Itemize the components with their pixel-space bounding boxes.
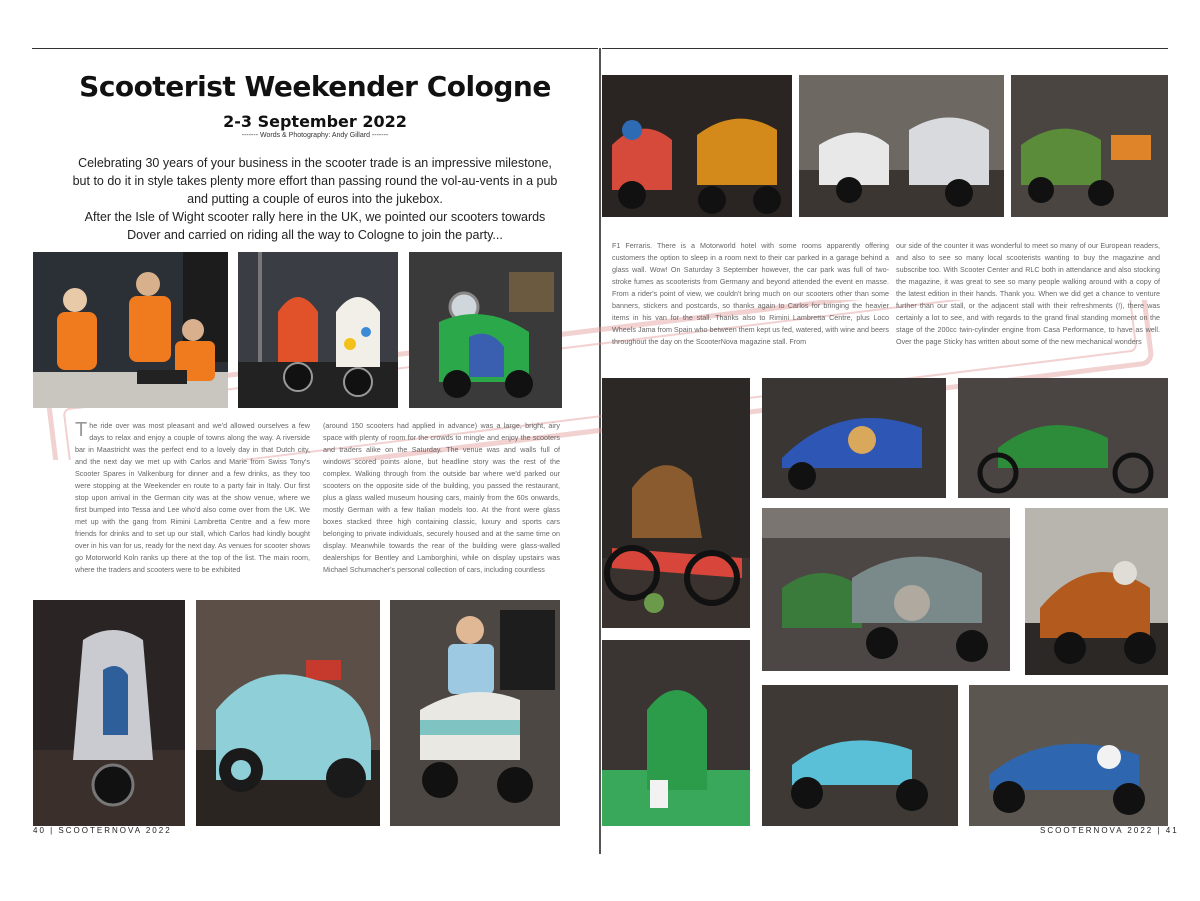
article-title: Scooterist Weekender Cologne <box>79 70 551 103</box>
photo-decorated-scooters-pair <box>602 75 792 217</box>
photo-blue-racing-scooter <box>969 685 1168 826</box>
body-column-4 <box>896 240 1160 370</box>
photo-green-chopper <box>958 378 1168 498</box>
body-column-1 <box>75 420 310 590</box>
body-text: our side of the counter it was wonderful to meet so many of our European readers, and also to see so many local scooterists wanting to buy the magazine and subscribe too. With Scooter Center and RLC both in attendance and also stocking the magazine, it was great to see so many people walking around with a copy of the latest edition in their hands. Thank you. When we did get a chance to venture further than our stall, or the adjacent stall with their refreshments (!), there was certainly a lot to see, and with regards to the grand final standing moment on the stage of the 200cc twin-cylinder engine from Casa Performance, to have as well. Over the page Sticky has written about some of the new mechanical wonders <box>896 241 1160 346</box>
photo-scooter-display-row <box>799 75 1004 217</box>
intro-paragraph: After the Isle of Wight scooter rally here in the UK, we pointed our scooters towards Dover and carried on riding all the way to Cologne to join the party... <box>84 210 546 242</box>
photo-light-blue-modern-scooter <box>762 685 958 826</box>
photo-man-with-scooter <box>390 600 560 826</box>
body-column-3 <box>612 240 889 370</box>
body-column-2 <box>323 420 560 590</box>
page-folio-left: 40 | SCOOTERNOVA 2022 <box>33 826 172 835</box>
top-rule-right <box>602 48 1168 49</box>
body-text: F1 Ferraris. There is a Motorworld hotel with some rooms apparently offering customers the option to sleep in a room next to their car parked in a garage behind a glass wall. Wow! On Saturday 3 September however, the car park was full of two-stroke fumes as scooterists from Germany and beyond attended the event en masse. From a rider's point of view, we couldn't bring much on our scooters other than some banners, stickers and postcards, so thanks again to Carlos for bringing the heavier items in his van for the stall. Thanks also to Rimini Lambretta Centre, plus Loco Wheels Jama from Spain who between them kept us fed, watered, with wine and beers throughout the day on the ScooterNova magazine stall. From <box>612 241 889 346</box>
top-rule-left <box>32 48 598 49</box>
body-text: (around 150 scooters had applied in advance) was a large, bright, airy space with plenty of room for the crowds to mingle and enjoy the scooters and traders alike on the Saturday. The venue was and walls full of windows scored points alone, but headline story was the rest of the complex. Walking through from the outside bar where we'd parked our scooters on the opposite side of the building, you passed the restaurant, plus a glass walled museum housing cars, mainly from the 60s onwards, mostly German with a few Italian models too. At the front were glass boxes stacked three high containing classic, luxury and sports cars belonging to private individuals, securely housed and at the same time on display. Meanwhile towards the rear of the building were glass-walled dealerships for Bentley and Lamborghini, while on display upstairs was Michael Schumacher's personal collection of cars, including countless <box>323 421 560 574</box>
photo-painted-scooter-portrait <box>33 600 185 826</box>
photo-orange-classic-scooter <box>1025 508 1168 675</box>
page-gutter <box>599 48 601 854</box>
article-intro <box>70 154 560 244</box>
photo-custom-scooters-hall <box>1011 75 1168 217</box>
photo-engine-showcase <box>762 508 1010 671</box>
article-dates: 2-3 September 2022 <box>223 112 407 131</box>
body-text: he ride over was most pleasant and we'd allowed ourselves a few days to relax and enjoy a couple of towns along the way. A riverside bar in Maastricht was the perfect end to a lovely day in that Dutch city, and the next day we met up with Carlos and Marie from Swiss Tony's Scooter Spares in Valkenburg for dinner and a few drinks, as they too were stopping at the Weekender en route to a party fair in Italy. Our first stop upon arrival in the German city was at the show venue, where we first bumped into Tessa and Lee who'd also come over from the UK. We met up with the gang from Rimini Lambretta Centre and a few more friends for drinks and to set up our stall, which Carlos had kindly bought over in his van for us, ready for the next day. As venues for scooter shows go Motorworld Koln ranks up there at the top of the list. The main room, where the traders and scooters were to be exhibited <box>75 421 310 574</box>
article-byline: ------- Words & Photography: Andy Gillard ------- <box>241 132 389 139</box>
photo-team-orange-shirts <box>33 252 228 408</box>
photo-orange-and-white-scooters <box>238 252 398 408</box>
photo-brown-chopper-scooter <box>602 378 750 628</box>
photo-green-custom-scooter <box>409 252 562 408</box>
intro-paragraph: Celebrating 30 years of your business in the scooter trade is an impressive milestone, but to do it in style takes plenty more effort than passing round the vol-au-vents in a pub and putting a couple of euros into the jukebox. <box>72 156 558 206</box>
drop-cap: T <box>75 420 88 441</box>
page-folio-right: SCOOTERNOVA 2022 | 41 <box>1040 826 1179 835</box>
photo-light-blue-scooter <box>196 600 380 826</box>
photo-blue-airbrushed-panel <box>762 378 946 498</box>
photo-green-scooter-mat <box>602 640 750 826</box>
